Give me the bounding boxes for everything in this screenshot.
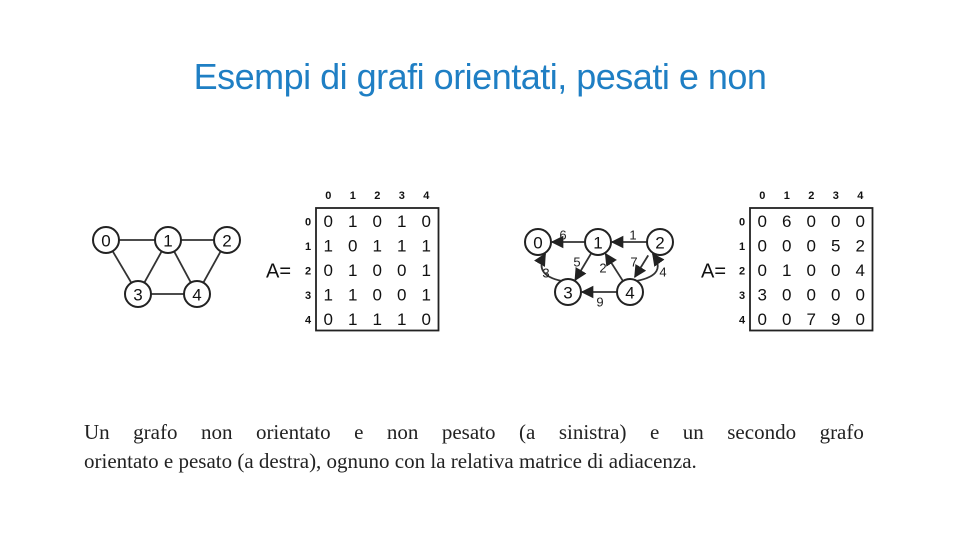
left-matrix-cell: 1	[348, 260, 358, 280]
right-matrix-cell: 0	[757, 236, 767, 256]
left-col-header: 0	[325, 190, 332, 202]
left-matrix-cell: 1	[372, 236, 382, 256]
left-col-header: 2	[374, 190, 381, 202]
right-matrix-cell: 9	[831, 309, 841, 329]
caption-word: grafo	[133, 420, 178, 444]
left-matrix-cell: 0	[372, 211, 382, 231]
undirected-graph	[93, 227, 240, 307]
caption-word: secondo	[727, 420, 797, 444]
right-matrix-cell: 0	[855, 285, 865, 305]
left-node-label: 4	[192, 285, 202, 305]
left-matrix-cell: 0	[348, 236, 358, 256]
left-node-3	[125, 281, 151, 307]
right-matrix-cell: 0	[831, 285, 841, 305]
right-matrix-label: A=	[701, 260, 727, 283]
arc-4-1	[606, 254, 623, 281]
right-col-header: 3	[832, 190, 839, 202]
right-matrix-cell: 0	[831, 211, 841, 231]
left-matrix-cell: 1	[323, 285, 333, 305]
left-matrix-cell: 1	[397, 211, 407, 231]
right-node-label: 2	[655, 233, 665, 253]
left-matrix-cell: 1	[323, 236, 333, 256]
left-row-header: 2	[304, 265, 312, 278]
edge-2-4	[203, 251, 220, 282]
left-matrix-cell: 0	[323, 260, 333, 280]
caption-word: sinistra)	[558, 420, 627, 444]
adjacency-matrix-right	[701, 190, 873, 331]
left-matrix-cell: 0	[397, 260, 407, 280]
left-matrix-cell: 0	[397, 285, 407, 305]
arc-weight-label: 1	[629, 227, 637, 243]
left-node-label: 2	[222, 231, 232, 251]
right-node-4	[617, 279, 643, 305]
caption-line-1	[84, 418, 864, 447]
caption-word: Un	[84, 420, 110, 444]
right-row-header: 4	[738, 314, 746, 327]
right-matrix-cell: 0	[757, 309, 767, 329]
edge-1-3	[144, 251, 161, 282]
right-matrix-cell: 0	[782, 236, 792, 256]
arc-weight-label: 3	[542, 265, 550, 281]
left-matrix-cell: 0	[372, 260, 382, 280]
right-matrix-cell: 0	[806, 260, 816, 280]
caption-word: e	[354, 420, 364, 444]
left-node-label: 3	[133, 285, 143, 305]
left-node-2	[214, 227, 240, 253]
right-node-3	[555, 279, 581, 305]
right-matrix-cell: 1	[782, 260, 792, 280]
right-matrix-cell: 4	[855, 260, 865, 280]
left-row-header: 3	[304, 289, 312, 302]
right-matrix-cell: 0	[855, 211, 865, 231]
right-matrix-cell: 0	[831, 260, 841, 280]
caption-word: e	[649, 420, 660, 444]
left-matrix-label: A=	[266, 260, 292, 283]
arc-weight-label: 2	[599, 260, 607, 276]
left-matrix-cell: 0	[421, 211, 431, 231]
left-matrix-cell: 1	[421, 285, 431, 305]
right-node-label: 4	[625, 283, 635, 303]
right-col-header: 1	[783, 190, 790, 202]
right-matrix-cell: 0	[782, 309, 792, 329]
right-row-header: 0	[738, 216, 746, 229]
left-node-label: 0	[101, 231, 111, 251]
caption-word: (a	[519, 420, 536, 444]
right-node-0	[525, 229, 551, 255]
right-matrix-cell: 3	[757, 285, 767, 305]
caption-word: non	[386, 420, 419, 444]
left-matrix-cell: 1	[397, 309, 407, 329]
left-row-header: 4	[304, 314, 312, 327]
right-matrix-cell: 5	[831, 236, 841, 256]
left-matrix-cell: 1	[397, 236, 407, 256]
left-node-1	[155, 227, 181, 253]
left-node-label: 1	[163, 231, 173, 251]
left-row-header: 0	[304, 216, 312, 229]
right-node-2	[647, 229, 673, 255]
slide-title: Esempi di grafi orientati, pesati e non	[193, 56, 767, 97]
arc-weight-label: 7	[630, 254, 638, 270]
left-matrix-cell: 0	[323, 309, 333, 329]
right-matrix-cell: 0	[855, 309, 865, 329]
left-matrix-cell: 0	[372, 285, 382, 305]
left-matrix-cell: 0	[421, 309, 431, 329]
right-row-header: 3	[738, 289, 746, 302]
edge-0-3	[113, 251, 132, 283]
left-matrix-cell: 1	[421, 260, 431, 280]
right-matrix-cell: 0	[757, 260, 767, 280]
right-matrix-cell: 0	[806, 211, 816, 231]
left-node-4	[184, 281, 210, 307]
caption-word: grafo	[819, 420, 864, 444]
caption-line-2: orientato e pesato (a destra), ognuno con la relativa matrice di adiacenza.	[84, 449, 697, 473]
left-node-0	[93, 227, 119, 253]
adjacency-matrix-left	[266, 190, 439, 331]
caption-word: pesato	[441, 420, 496, 444]
left-matrix-cell: 0	[323, 211, 333, 231]
right-row-header: 1	[738, 240, 746, 253]
arc-weight-label: 9	[596, 294, 604, 310]
right-col-header: 4	[857, 190, 864, 202]
right-node-label: 3	[563, 283, 573, 303]
right-node-label: 0	[533, 233, 543, 253]
left-col-header: 4	[423, 190, 430, 202]
right-matrix-cell: 0	[757, 211, 767, 231]
left-row-header: 1	[304, 240, 312, 253]
left-matrix-cell: 1	[372, 309, 382, 329]
left-matrix-cell: 1	[348, 285, 358, 305]
right-node-1	[585, 229, 611, 255]
directed-weighted-graph	[525, 228, 673, 310]
arc-weight-label: 4	[659, 264, 667, 280]
right-col-header: 0	[759, 190, 766, 202]
right-matrix-cell: 7	[806, 309, 816, 329]
right-col-header: 2	[808, 190, 815, 202]
right-row-header: 2	[738, 265, 746, 278]
caption-word: un	[682, 420, 704, 444]
right-matrix-cell: 0	[806, 285, 816, 305]
arc-weight-label: 5	[573, 254, 581, 270]
edge-1-4	[174, 251, 191, 282]
left-matrix-cell: 1	[421, 236, 431, 256]
right-matrix-cell: 2	[855, 236, 865, 256]
left-matrix-cell: 1	[348, 309, 358, 329]
left-col-header: 1	[349, 190, 356, 202]
arc-weight-label: 6	[559, 227, 567, 243]
right-matrix-cell: 0	[806, 236, 816, 256]
caption-word: orientato	[255, 420, 331, 444]
right-matrix-cell: 0	[782, 285, 792, 305]
left-matrix-cell: 1	[348, 211, 358, 231]
right-matrix-cell: 6	[782, 211, 792, 231]
caption-word: non	[200, 420, 233, 444]
right-node-label: 1	[593, 233, 603, 253]
left-col-header: 3	[398, 190, 405, 202]
figure-caption	[84, 418, 864, 476]
